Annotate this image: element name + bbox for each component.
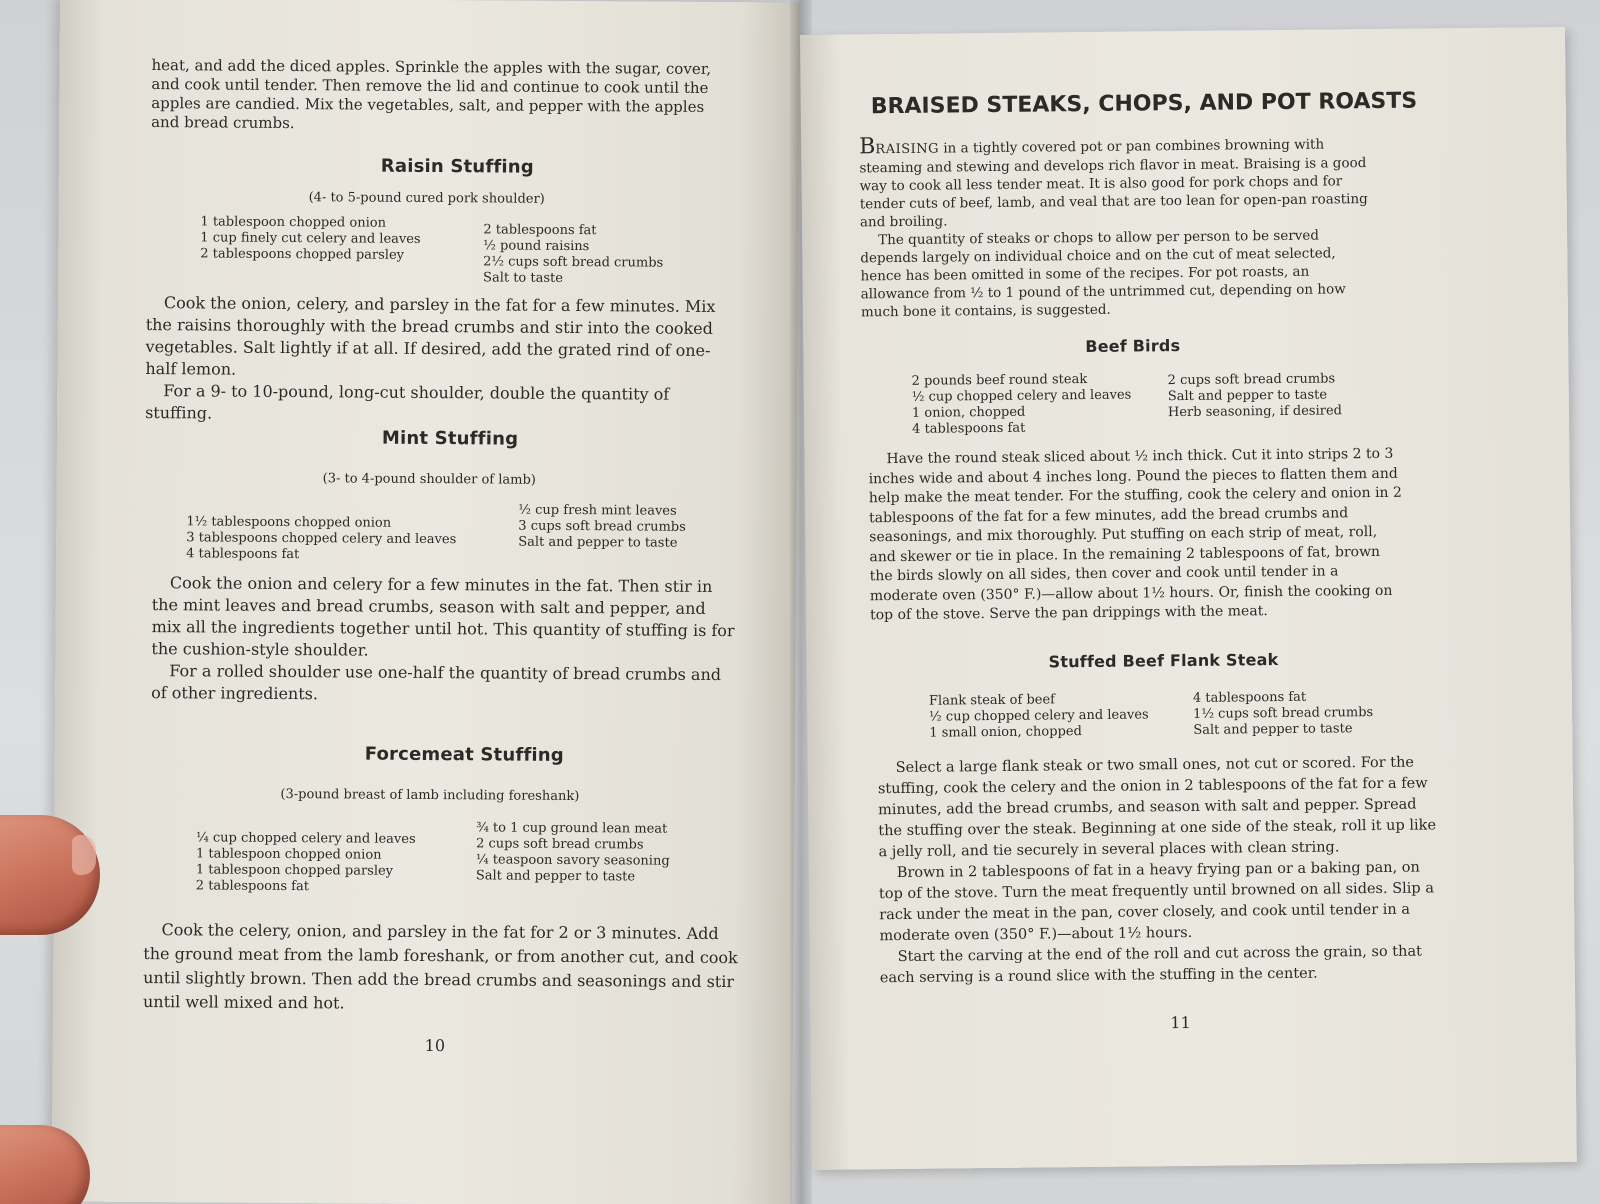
raisin-ingredients-right: [483, 222, 664, 287]
mint-stuffing-subtitle: (3- to 4-pound shoulder of lamb): [322, 471, 536, 488]
mint-ingredients-left: [186, 514, 456, 564]
beef-birds-ingredients-left: [912, 372, 1132, 438]
left-intro-text: [151, 56, 722, 136]
thumbnail: [72, 835, 96, 875]
forcemeat-stuffing-subtitle: (3-pound breast of lamb including foreshank): [280, 786, 580, 805]
forcemeat-ingredients-right: [476, 820, 670, 885]
ingredient: 2 tablespoons fat: [483, 222, 597, 239]
ingredient: Salt and pepper to taste: [1167, 387, 1328, 405]
flank-ingredients-right: [1193, 689, 1374, 739]
ingredient: ¼ teaspoon savory seasoning: [475, 852, 670, 869]
ingredient: 1½ cups soft bread crumbs: [1193, 705, 1374, 722]
raisin-directions: [145, 292, 726, 428]
left-page: [52, 0, 800, 1204]
left-intro-paragraph: heat, and add the diced apples. Sprinkle the apples with the sugar, cover, and cook until tender. Then remove the lid and continue to cook until the apples are candied. Mix the vegetables, salt, and pepper with the apples and bread crumbs.: [151, 56, 712, 133]
ingredient: 2 cups soft bread crumbs: [1167, 371, 1336, 389]
raisin-directions-para2: For a 9- to 10-pound, long-cut shoulder, double the quantity of stuffing.: [145, 381, 670, 423]
forcemeat-stuffing-title: Forcemeat Stuffing: [364, 743, 564, 766]
flank-directions-para2: Brown in 2 tablespoons of fat in a heavy frying pan or a baking pan, on top of the stove. Turn the meat frequently until browned on all sides. Slip a rack under the meat in the pan, cover closely, and cook until tender in a moderate oven (350° F.)—about 1½ hours.: [878, 859, 1435, 945]
ingredient: 1 onion, chopped: [911, 404, 1026, 421]
flank-directions-para3: Start the carving at the end of the roll and cut across the grain, so that each serving is a round slice with the stuffing in the center.: [879, 943, 1422, 987]
ingredient: ½ cup fresh mint leaves: [518, 502, 677, 519]
ingredient: 2 tablespoons fat: [195, 878, 310, 895]
ingredient: 1 tablespoon chopped onion: [200, 214, 387, 231]
forcemeat-ingredients-left: [196, 830, 416, 896]
beef-birds-directions: [868, 445, 1405, 626]
raisin-stuffing-title: Raisin Stuffing: [380, 155, 534, 178]
ingredient: 1 tablespoon chopped parsley: [195, 862, 394, 879]
ingredient: 1 cup finely cut celery and leaves: [200, 230, 421, 247]
ingredient: 2 pounds beef round steak: [911, 372, 1088, 389]
ingredient: Salt and pepper to taste: [475, 868, 636, 885]
mint-ingredients-right: [518, 503, 686, 552]
flank-directions: [878, 752, 1445, 989]
mint-directions: [151, 572, 737, 708]
ingredient: 3 tablespoons chopped celery and leaves: [186, 530, 457, 548]
stuffed-flank-title: Stuffed Beef Flank Steak: [1048, 650, 1279, 672]
mint-stuffing-title: Mint Stuffing: [381, 427, 519, 450]
ingredient: 3 cups soft bread crumbs: [518, 518, 686, 535]
braising-intro: [859, 133, 1381, 321]
ingredient: Salt to taste: [483, 270, 564, 286]
intro-rest: in a tightly covered pot or pan combines browning with steaming and stewing and develops rich flavor in meat. Braising is a good way to cook all less tender meat. It is also good for pork chops and for tender cuts of beef, lamb, and veal that are too lean for open-pan roasting and broiling.: [859, 136, 1368, 231]
raisin-directions-para1: Cook the onion, celery, and parsley in the fat for a few minutes. Mix the raisins thoroughly with the bread crumbs and stir into the cooked vegetables. Salt lightly if at all. If desired, add the grated rind of one-half lemon.: [145, 293, 716, 379]
raisin-ingredients-left: [200, 214, 421, 264]
ingredient: 4 tablespoons fat: [912, 420, 1026, 437]
chapter-title: BRAISED STEAKS, CHOPS, AND POT ROASTS: [870, 88, 1418, 120]
beef-birds-title: Beef Birds: [1085, 336, 1181, 357]
ingredient: ¾ to 1 cup ground lean meat: [476, 820, 668, 837]
ingredient: Herb seasoning, if desired: [1167, 403, 1343, 421]
flank-directions-para1: Select a large flank steak or two small ones, not cut or scored. For the stuffing, cook the celery and the onion in 2 tablespoons of the fat for a few minutes, add the bread crumbs, and season with salt and pepper. Spread the stuffing over the steak. Beginning at one side of the steak, roll it up like a jelly roll, and tie securely in several places with clean string.: [877, 754, 1437, 861]
ingredient: 1 tablespoon chopped onion: [195, 846, 382, 863]
right-page: [800, 27, 1577, 1170]
page-number-right: 11: [1170, 1012, 1191, 1033]
forcemeat-directions: [143, 918, 744, 1018]
flank-ingredients-left: [929, 691, 1149, 741]
ingredient: Salt and pepper to taste: [518, 534, 678, 551]
ingredient: Flank steak of beef: [928, 692, 1056, 709]
ingredient: 2 cups soft bread crumbs: [476, 836, 644, 853]
page-number-left: 10: [424, 1035, 446, 1056]
ingredient: 2 tablespoons chopped parsley: [200, 246, 405, 263]
intro-dropcap: B: [859, 134, 876, 160]
ingredient: Salt and pepper to taste: [1193, 721, 1353, 738]
intro-smallcaps: RAISING: [875, 141, 940, 158]
beef-birds-ingredients-right: [1168, 371, 1342, 421]
ingredient: 1½ tablespoons chopped onion: [186, 514, 392, 531]
beef-birds-directions-para1: Have the round steak sliced about ½ inch thick. Cut it into strips 2 to 3 inches wide and about 4 inches long. Pound the pieces to flatten them and help make the meat tender. For the stuffing, cook the celery and onion in 2 tablespoons of the fat for a few minutes, add the bread crumbs and seasonings, and mix thoroughly. Put stuffing on each strip of meat, roll, and skewer or tie in place. In the remaining 2 tablespoons of fat, brown the birds slowly on all sides, then cover and cook until tender in a moderate oven (350° F.)—allow about 1½ hours. Or, finish the cooking on top of the stove. Serve the pan drippings with the meat.: [868, 445, 1402, 624]
mint-directions-para1: Cook the onion and celery for a few minutes in the fat. Then stir in the mint leaves and bread crumbs, season with salt and pepper, and mix all the ingredients together until hot. This quantity of stuffing is for the cushion-style shoulder.: [151, 573, 735, 660]
forcemeat-directions-para1: Cook the celery, onion, and parsley in the fat for 2 or 3 minutes. Add the ground meat from the lamb foreshank, or from another cut, and cook until slightly brown. Then add the bread crumbs and seasonings and stir until well mixed and hot.: [142, 920, 738, 1013]
ingredient: 2½ cups soft bread crumbs: [483, 254, 664, 271]
ingredient: ½ cup chopped celery and leaves: [929, 707, 1149, 725]
ingredient: ½ pound raisins: [483, 238, 590, 255]
ingredient: 1 small onion, chopped: [929, 724, 1082, 741]
mint-directions-para2: For a rolled shoulder use one-half the quantity of bread crumbs and of other ingredients.: [151, 661, 722, 704]
ingredient: 4 tablespoons fat: [186, 546, 300, 563]
ingredient: 4 tablespoons fat: [1192, 689, 1307, 706]
ingredient: ½ cup chopped celery and leaves: [911, 387, 1132, 405]
ingredient: ¼ cup chopped celery and leaves: [196, 830, 416, 847]
intro-paragraph-2: The quantity of steaks or chops to allow per person to be served depends largely on individual choice and on the cut of meat selected, hence has been omitted in some of the recipes. For pot roasts, an allowance from ½ to 1 pound of the untrimmed cut, depending on how much bone it contains, is suggested.: [860, 227, 1346, 321]
raisin-stuffing-subtitle: (4- to 5-pound cured pork shoulder): [308, 190, 545, 207]
